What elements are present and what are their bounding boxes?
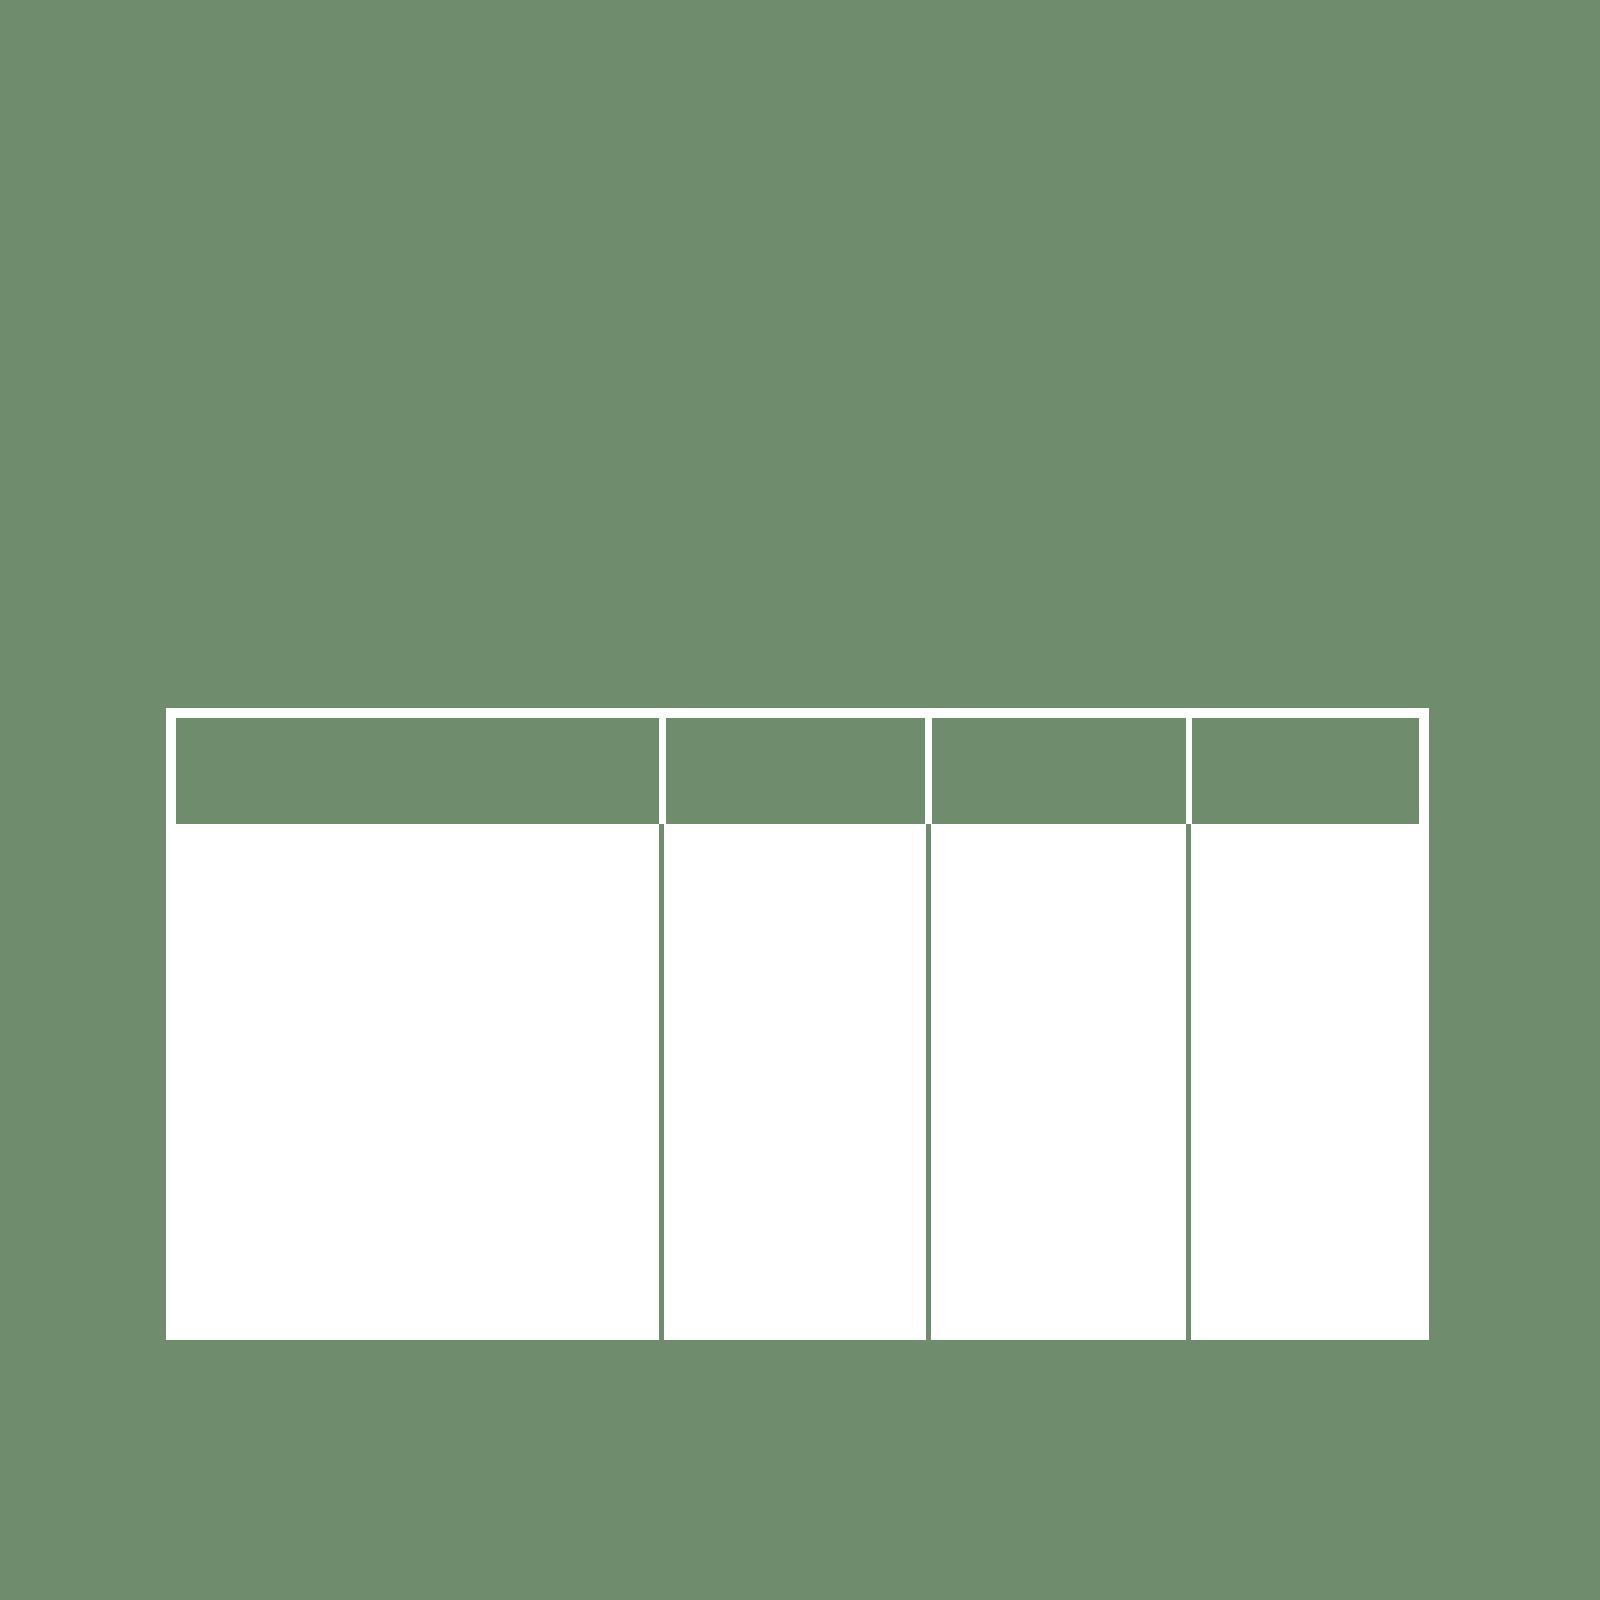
header-per-bar	[932, 718, 1186, 824]
column-divider	[926, 824, 931, 1340]
nutrition-table	[166, 708, 1429, 1340]
header-per-100g	[666, 718, 925, 824]
header-vnr	[1192, 718, 1419, 824]
header-nutritional-information	[176, 718, 659, 824]
column-divider	[1186, 824, 1191, 1340]
column-divider	[659, 824, 664, 1340]
